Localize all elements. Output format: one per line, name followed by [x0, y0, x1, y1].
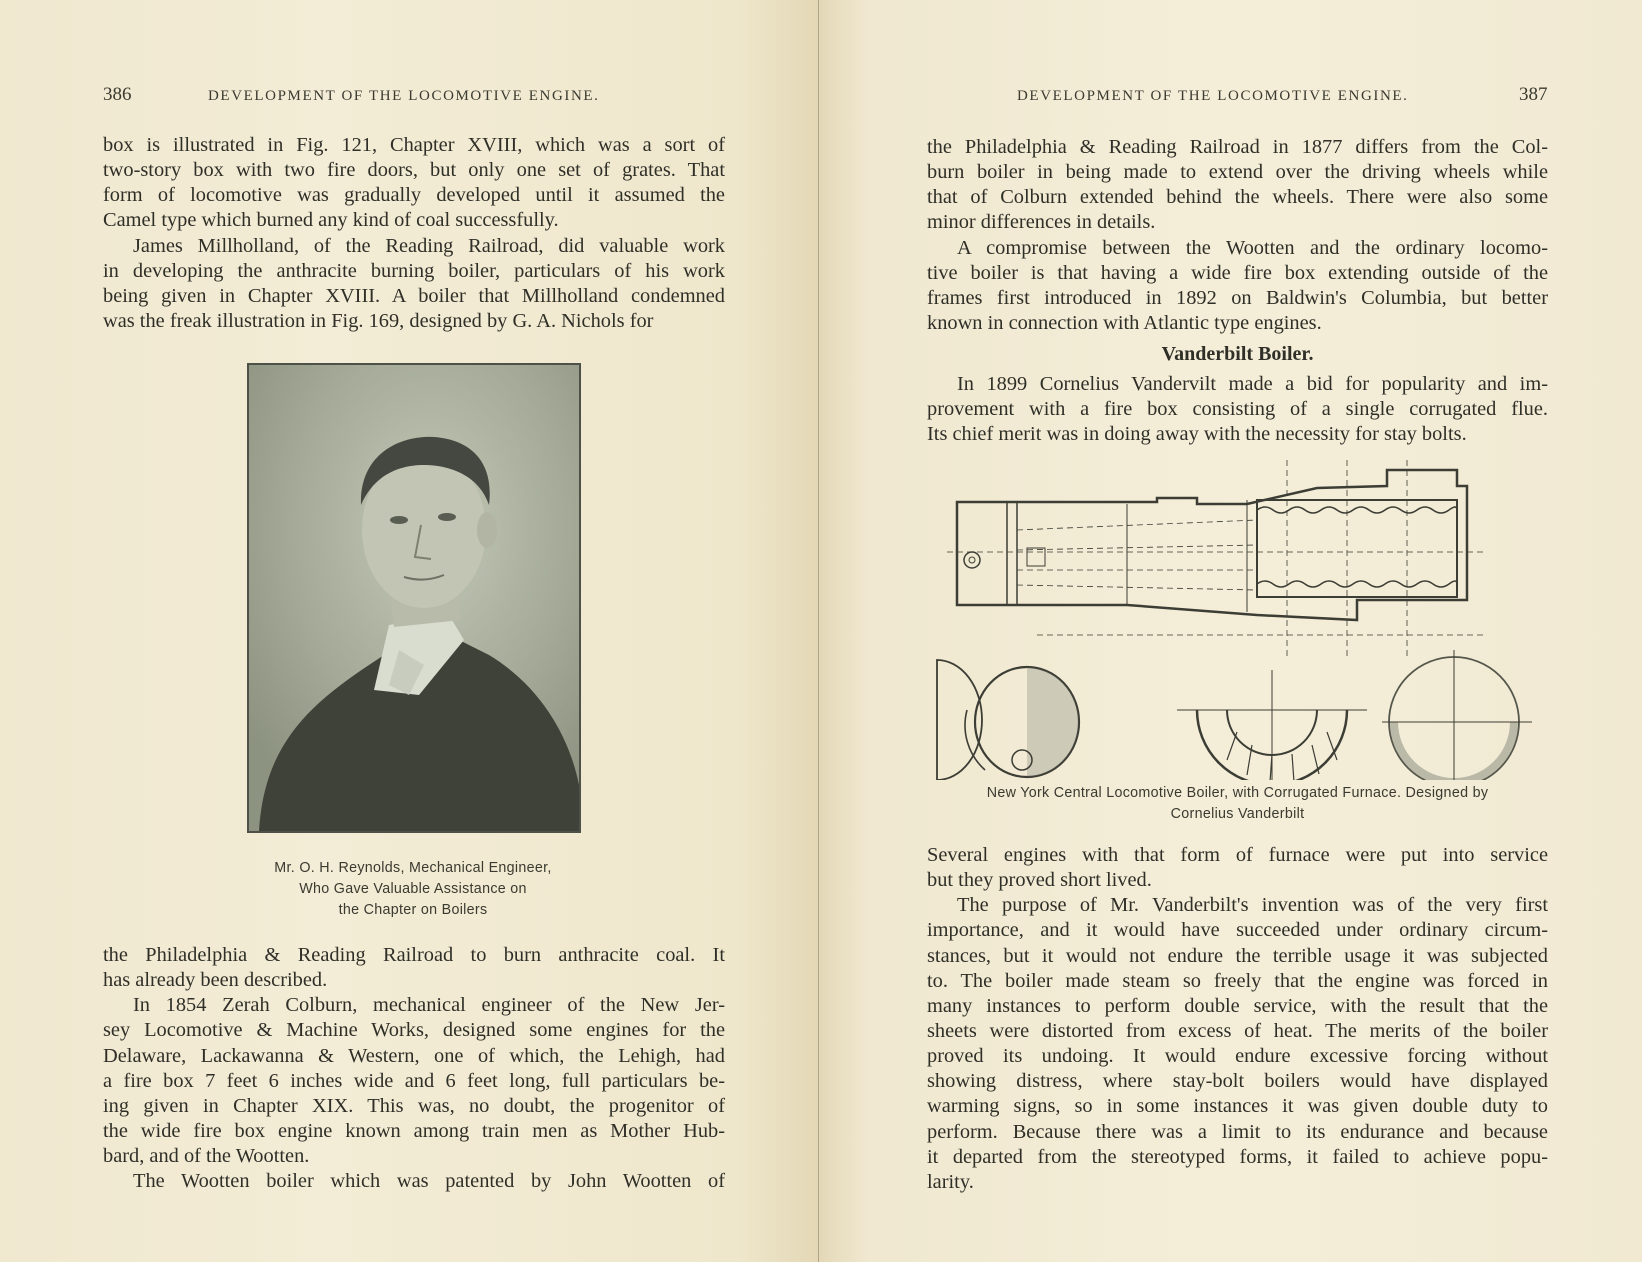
text-line: being given in Chapter XVIII. A boiler that Millholland condemned	[103, 284, 725, 307]
page-number: 386	[103, 84, 132, 105]
text-line: perform. Because there was a limit to its endurance and because	[927, 1120, 1548, 1143]
text-line: in developing the anthracite burning boiler, particulars of his work	[103, 259, 725, 282]
boiler-diagram	[927, 460, 1537, 780]
text-line: sey Locomotive & Machine Works, designed some engines for the	[103, 1019, 725, 1042]
boiler-drawing-icon	[927, 460, 1537, 780]
text-line: tive boiler is that having a wide fire box extending outside of the	[927, 261, 1548, 284]
text-line: importance, and it would have succeeded under ordinary circum-	[927, 919, 1548, 942]
text-line: but they proved short lived.	[927, 869, 1152, 892]
text-line: many instances to perform double service, with the result that the	[927, 994, 1548, 1017]
right-page	[819, 0, 1642, 1262]
caption-line: the Chapter on Boilers	[338, 902, 488, 918]
caption-line: Mr. O. H. Reynolds, Mechanical Engineer,	[274, 860, 552, 876]
caption-line: Cornelius Vanderbilt	[1170, 806, 1305, 822]
text-line: the Philadelphia & Reading Railroad to burn anthracite coal. It	[103, 944, 725, 966]
text-line: box is illustrated in Fig. 121, Chapter XVIII, which was a sort of	[103, 134, 725, 156]
running-head: DEVELOPMENT OF THE LOCOMOTIVE ENGINE.	[1017, 88, 1409, 104]
text-line: frames first introduced in 1892 on Baldwin's Columbia, but better	[927, 286, 1548, 309]
text-line: Several engines with that form of furnace were put into service	[927, 844, 1548, 866]
diagram-caption	[927, 783, 1548, 825]
body-text-top	[103, 133, 725, 334]
portrait-photo	[247, 363, 581, 833]
text-line: the Philadelphia & Reading Railroad in 1877 differs from the Col-	[927, 136, 1548, 158]
text-line: The Wootten boiler which was patented by John Wootten of	[133, 1170, 725, 1193]
caption-line: New York Central Locomotive Boiler, with Corrugated Furnace. Designed by	[986, 785, 1489, 801]
text-line: a fire box 7 feet 6 inches wide and 6 feet long, full particulars be-	[103, 1069, 725, 1092]
text-line: burn boiler in being made to extend over the driving wheels while	[927, 161, 1548, 184]
text-line: provement with a fire box consisting of a single corrugated flue.	[927, 398, 1548, 421]
text-line: James Millholland, of the Reading Railroad, did valuable work	[133, 234, 725, 257]
text-line: minor differences in details.	[927, 211, 1156, 234]
portrait-figure-icon	[249, 365, 579, 831]
text-line: Camel type which burned any kind of coal successfully.	[103, 209, 559, 232]
text-line: two-story box with two fire doors, but only one set of grates. That	[103, 159, 725, 182]
text-line: the wide fire box engine known among train men as Mother Hub-	[103, 1119, 725, 1142]
body-text-top	[927, 135, 1548, 336]
text-line: form of locomotive was gradually developed until it assumed the	[103, 184, 725, 207]
left-page	[0, 0, 819, 1262]
photo-caption	[247, 858, 579, 921]
text-line: larity.	[927, 1170, 974, 1193]
text-line: Its chief merit was in doing away with the necessity for stay bolts.	[927, 423, 1467, 446]
text-line: to. The boiler made steam so freely that the engine was forced in	[927, 969, 1548, 992]
text-line: sheets were distorted from excess of heat. The merits of the boiler	[927, 1019, 1548, 1042]
text-line: stances, but it would not endure the terrible usage it was subjected	[927, 944, 1548, 967]
text-line: The purpose of Mr. Vanderbilt's invention was of the very first	[957, 894, 1548, 917]
section-heading: Vanderbilt Boiler.	[1161, 343, 1314, 365]
text-line: ing given in Chapter XIX. This was, no doubt, the progenitor of	[103, 1094, 725, 1117]
text-line: bard, and of the Wootten.	[103, 1145, 310, 1168]
text-line: that of Colburn extended behind the wheels. There were also some	[927, 186, 1548, 209]
text-line: showing distress, where stay-bolt boilers would have displayed	[927, 1070, 1548, 1093]
text-line: has already been described.	[103, 969, 328, 992]
body-text-mid	[927, 372, 1548, 447]
caption-line: Who Gave Valuable Assistance on	[299, 881, 527, 897]
running-head: DEVELOPMENT OF THE LOCOMOTIVE ENGINE.	[208, 88, 600, 104]
body-text-bottom	[927, 843, 1548, 1195]
text-line: proved its undoing. It would endure excessive forcing without	[927, 1045, 1548, 1068]
text-line: A compromise between the Wootten and the ordinary locomo-	[957, 236, 1548, 259]
text-line: In 1854 Zerah Colburn, mechanical engineer of the New Jer-	[133, 994, 725, 1017]
text-line: it departed from the stereotyped forms, it failed to achieve popu-	[927, 1145, 1548, 1168]
text-line: was the freak illustration in Fig. 169, designed by G. A. Nichols for	[103, 309, 654, 332]
text-line: Delaware, Lackawanna & Western, one of which, the Lehigh, had	[103, 1044, 725, 1067]
text-line: known in connection with Atlantic type engines.	[927, 311, 1322, 334]
text-line: In 1899 Cornelius Vandervilt made a bid for popularity and im-	[957, 373, 1548, 395]
page-number: 387	[1519, 84, 1548, 105]
text-line: warming signs, so in some instances it was given double duty to	[927, 1095, 1548, 1118]
body-text-bottom	[103, 943, 725, 1194]
